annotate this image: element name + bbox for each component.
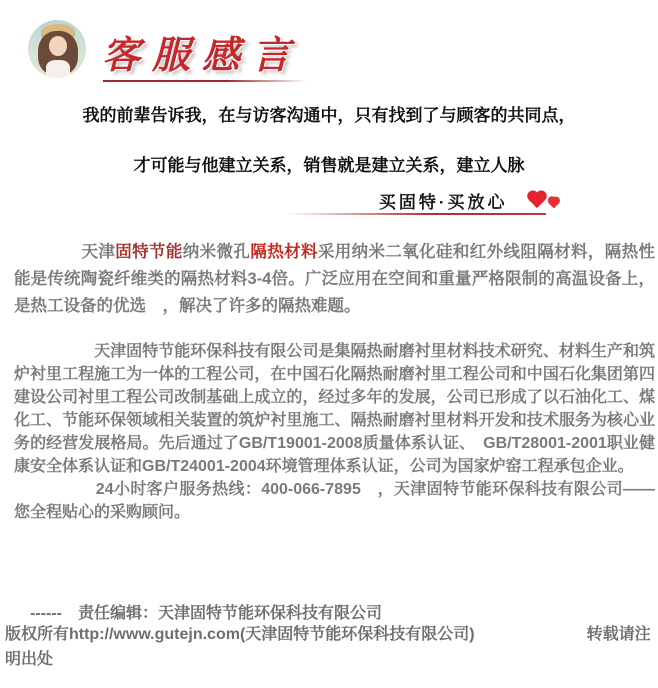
intro-mid: 纳米微孔 bbox=[182, 243, 251, 261]
title-underline bbox=[103, 80, 308, 82]
avatar bbox=[28, 20, 86, 78]
copyright-text: 版权所有http://www.gutejn.com(天津固特节能环保科技有限公司) bbox=[5, 626, 475, 643]
brand-keyword: 固特节能 bbox=[115, 243, 183, 261]
copyright-line bbox=[5, 622, 653, 672]
editor-line: ------ 责任编辑：天津固特节能环保科技有限公司 bbox=[30, 605, 382, 622]
intro-rest: 采用纳米二氧化硅和红外线阻隔材料，隔热性能是传统陶瓷纤维类的隔热材料3-4倍。广泛应用在空间和重量严格限制的高温设备上，是热工设备的优选 ，解决了许多的隔热难题。 bbox=[14, 243, 656, 315]
slogan-row bbox=[0, 188, 566, 213]
page-title: 客服感言 bbox=[102, 35, 303, 77]
product-keyword: 隔热材料 bbox=[250, 243, 318, 261]
hearts-icon bbox=[526, 189, 566, 213]
company-section bbox=[14, 340, 655, 524]
hotline-paragraph: 24小时客户服务热线：400-066-7895 ，天津固特节能环保科技有限公司——您全程贴心的采购顾问。 bbox=[14, 481, 655, 521]
intro-prefix: 天津 bbox=[14, 243, 116, 261]
slogan-text: 买固特·买放心 bbox=[378, 193, 508, 212]
company-paragraph: 天津固特节能环保科技有限公司是集隔热耐磨衬里材料技术研究、材料生产和筑炉衬里工程施工为一体的工程公司，在中国石化隔热耐磨衬里工程公司和中国石化集团第四建设公司衬里工程公司改制基础上成立的，经过多年的发展，公司已形成了以石油化工、煤化工、节能环保领域相关装置的筑炉衬里施工、隔热耐磨衬里材料开发和技术服务为核心业务的经营发展格局。先后通过了GB/T19001-2008质量体系认证、 GB/T28001-2001职业健康安全体系认证和GB/T24001-2004环境管理体系认证，公司为国家炉窑工程承包企业。 bbox=[14, 343, 655, 475]
face-shape bbox=[49, 36, 67, 56]
slogan-underline bbox=[286, 213, 546, 215]
heart-icon bbox=[546, 197, 561, 209]
heart-icon bbox=[526, 191, 548, 209]
quote-line-2: 才可能与他建立关系，销售就是建立关系，建立人脉 bbox=[133, 156, 525, 175]
shoulders-shape bbox=[46, 60, 70, 78]
quote-line-1: 我的前辈告诉我，在与访客沟通中，只有找到了与顾客的共同点， bbox=[82, 106, 576, 125]
reprint-note: 转载请注明出处 bbox=[5, 626, 651, 668]
intro-paragraph bbox=[14, 239, 655, 320]
quote-block bbox=[0, 101, 658, 176]
